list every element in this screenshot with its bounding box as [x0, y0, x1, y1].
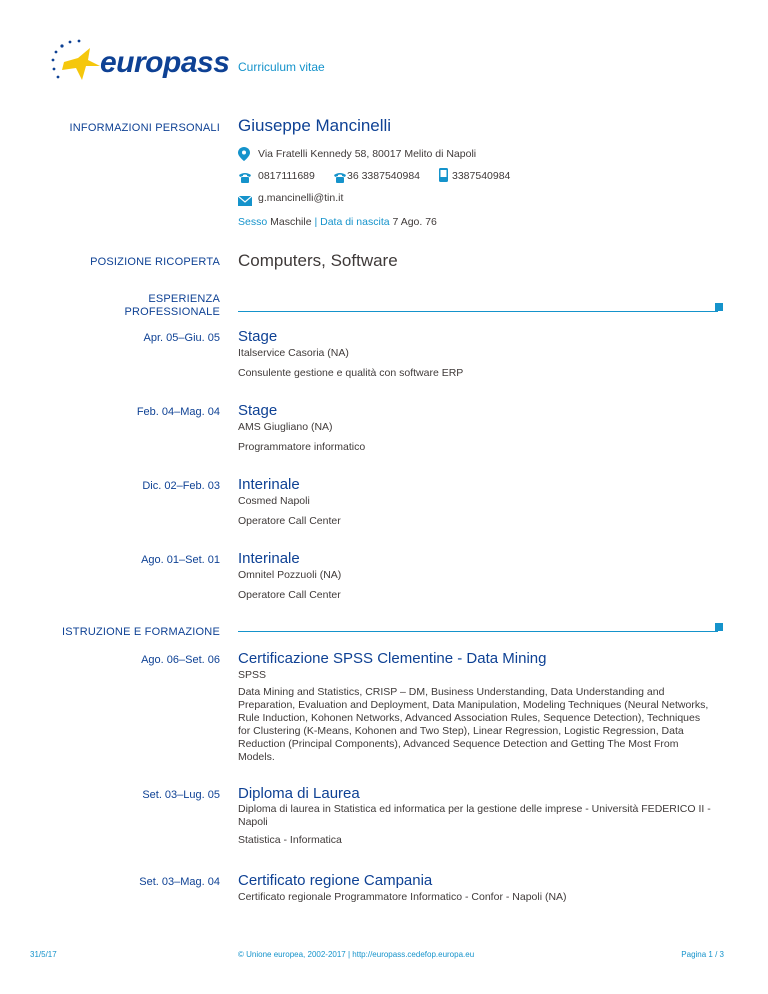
separator: | — [314, 216, 318, 228]
footer-date: 31/5/17 — [30, 950, 57, 959]
email-envelope-icon — [238, 193, 252, 211]
education-organization: Certificato regionale Programmatore Informatico - Confor - Napoli (NA) — [238, 891, 567, 903]
europass-star-figure-icon — [48, 36, 108, 90]
section-label-personal: INFORMAZIONI PERSONALI — [69, 122, 220, 134]
footer-page-number: Pagina 1 / 3 — [681, 950, 724, 959]
experience-employer: Omnitel Pozzuoli (NA) — [238, 569, 342, 581]
full-name: Giuseppe Mancinelli — [238, 116, 392, 135]
experience-date: Ago. 01–Set. 01 — [141, 554, 220, 566]
section-divider-experience — [238, 311, 718, 312]
phone-icon — [238, 170, 252, 188]
experience-title: Interinale — [238, 550, 300, 567]
phone-number-2: 36 3387540984 — [347, 170, 420, 182]
personal-details-line — [238, 216, 437, 229]
address: Via Fratelli Kennedy 58, 80017 Melito di Napoli — [258, 148, 477, 160]
education-organization-line: Diploma di laurea in Statistica ed informatica per la gestione delle imprese - Università FEDERICO II - — [238, 803, 711, 815]
birth-value: 7 Ago. 76 — [392, 216, 437, 228]
experience-title: Stage — [238, 402, 278, 419]
europass-logo — [48, 36, 230, 90]
education-description-line: Preparation, Evaluation and Deployment, Data Manipulation, Modeling Techniques (Neural Networks, — [238, 699, 709, 711]
doc-title: Curriculum vitae — [238, 60, 325, 74]
education-date: Set. 03–Lug. 05 — [142, 789, 220, 801]
experience-description: Operatore Call Center — [238, 515, 341, 527]
experience-employer: Cosmed Napoli — [238, 495, 310, 507]
experience-title: Interinale — [238, 476, 300, 493]
education-date: Ago. 06–Set. 06 — [141, 654, 220, 666]
experience-date: Apr. 05–Giu. 05 — [143, 332, 220, 344]
email: g.mancinelli@tin.it — [258, 192, 344, 204]
mobile-number: 3387540984 — [452, 170, 511, 182]
education-title: Certificato regione Campania — [238, 872, 433, 889]
experience-employer: AMS Giugliano (NA) — [238, 421, 333, 433]
experience-date: Dic. 02–Feb. 03 — [142, 480, 220, 492]
education-organization — [238, 803, 728, 829]
mobile-phone-icon — [439, 168, 448, 187]
section-label-experience-1: ESPERIENZA — [148, 293, 220, 305]
experience-description: Operatore Call Center — [238, 589, 341, 601]
education-description-line: Reduction (Principal Components), Advanced Sequence Detection and Getting The Most From — [238, 738, 679, 750]
education-description-line: Rule Induction, Kohonen Networks, Advanced Association Rules, Sequence Detection), Techniques — [238, 712, 701, 724]
footer-copyright: © Unione europea, 2002-2017 | http://europass.cedefop.europa.eu — [238, 950, 475, 959]
education-title: Certificazione SPSS Clementine - Data Mining — [238, 650, 547, 667]
experience-description: Consulente gestione e qualità con software ERP — [238, 367, 464, 379]
education-title: Diploma di Laurea — [238, 785, 360, 802]
birth-label: Data di nascita — [320, 216, 390, 228]
section-divider-education — [238, 631, 718, 632]
phone-number-1: 0817111689 — [258, 170, 315, 182]
position-value: Computers, Software — [238, 251, 398, 270]
experience-employer: Italservice Casoria (NA) — [238, 347, 349, 359]
section-divider-square — [715, 623, 723, 631]
education-description-line: Models. — [238, 751, 275, 763]
education-description — [238, 686, 728, 764]
experience-description: Programmatore informatico — [238, 441, 366, 453]
education-date: Set. 03–Mag. 04 — [139, 876, 220, 888]
sex-value: Maschile — [270, 216, 312, 228]
section-label-experience-2: PROFESSIONALE — [124, 306, 220, 318]
section-divider-square — [715, 303, 723, 311]
section-label-education: ISTRUZIONE E FORMAZIONE — [62, 626, 220, 638]
location-pin-icon — [238, 147, 250, 166]
sex-label: Sesso — [238, 216, 268, 228]
experience-date: Feb. 04–Mag. 04 — [136, 406, 220, 418]
education-description-line: for Clustering (K-Means, Kohonen and Two Step), Linear Regression, Logistic Regression, Data — [238, 725, 684, 737]
education-description-line: Data Mining and Statistics, CRISP – DM, Business Understanding, Data Understanding and — [238, 686, 665, 698]
phone-icon-2 — [333, 170, 347, 188]
experience-title: Stage — [238, 328, 278, 345]
section-label-position: POSIZIONE RICOPERTA — [90, 256, 220, 268]
education-description: Statistica - Informatica — [238, 834, 342, 846]
education-organization-line: Napoli — [238, 816, 268, 828]
logo-text: europass — [100, 46, 230, 79]
education-organization: SPSS — [238, 669, 267, 681]
